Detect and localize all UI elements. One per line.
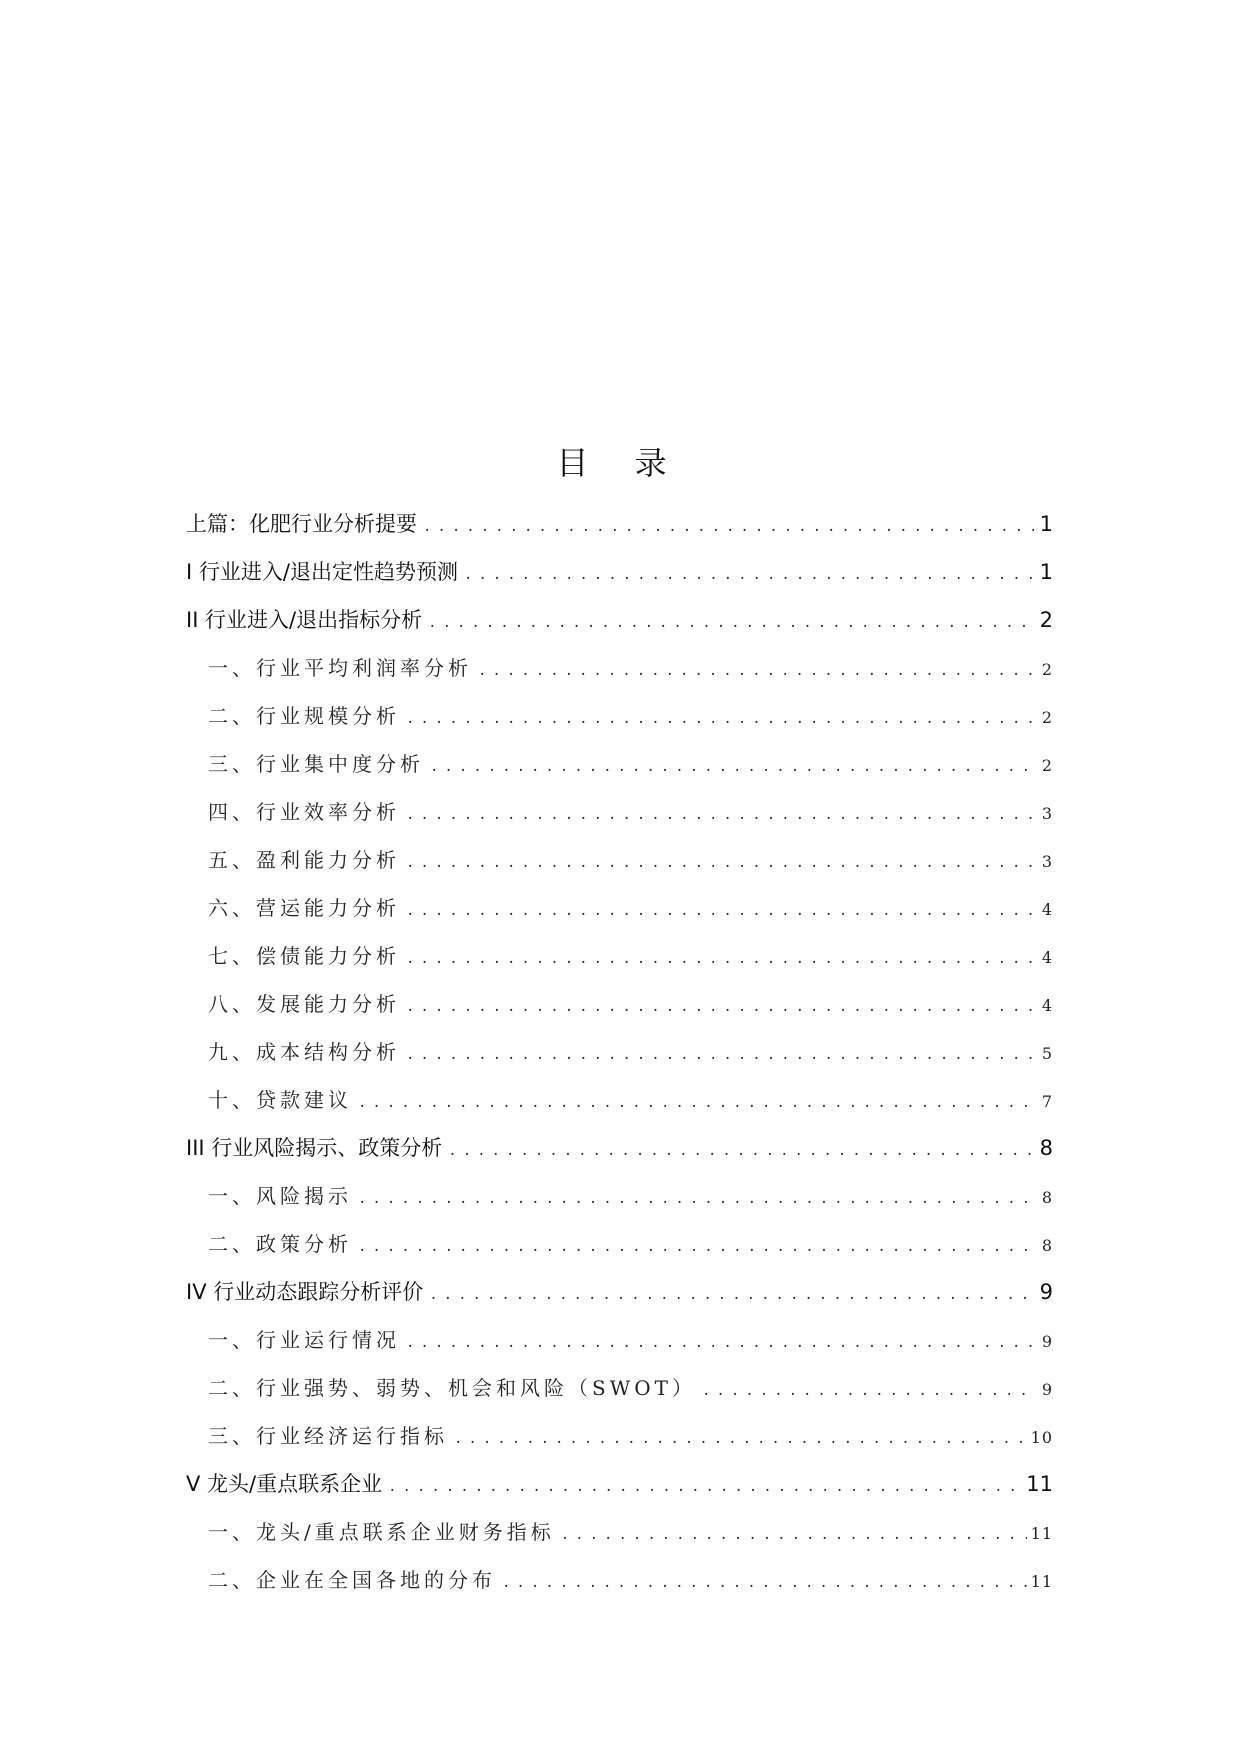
toc-entry[interactable]	[186, 788, 1053, 836]
toc-page-number: 10	[1030, 1428, 1053, 1447]
toc-page-number: 9	[1039, 1280, 1053, 1304]
toc-entry-label: 二、企业在全国各地的分布	[208, 1568, 496, 1592]
toc-page-number: 1	[1039, 560, 1053, 584]
toc-entry-label: 八、发展能力分析	[208, 992, 400, 1016]
table-of-contents	[186, 500, 1053, 1604]
toc-page-number: 9	[1041, 1332, 1053, 1351]
toc-entry[interactable]	[186, 1076, 1053, 1124]
dot-leader	[478, 647, 1037, 695]
dot-leader	[358, 1079, 1037, 1127]
toc-entry[interactable]	[186, 1172, 1053, 1220]
toc-entry-label: 四、行业效率分析	[208, 800, 400, 824]
toc-entry-label: IV 行业动态跟踪分析评价	[186, 1280, 424, 1304]
toc-entry-label: 二、行业强势、弱势、机会和风险（SWOT）	[208, 1376, 696, 1400]
dot-leader	[406, 935, 1037, 983]
toc-page-number: 4	[1041, 996, 1053, 1015]
toc-entry[interactable]	[186, 836, 1053, 884]
toc-entry-label: 一、风险揭示	[208, 1184, 352, 1208]
dot-leader	[464, 551, 1036, 599]
toc-entry[interactable]	[186, 1508, 1053, 1556]
toc-entry[interactable]	[186, 1124, 1053, 1172]
toc-entry[interactable]	[186, 932, 1053, 980]
toc-entry-label: 二、行业规模分析	[208, 704, 400, 728]
dot-leader	[406, 887, 1037, 935]
toc-entry-label: II 行业进入/退出指标分析	[186, 608, 423, 632]
toc-page-number: 11	[1030, 1572, 1053, 1591]
dot-leader	[406, 695, 1037, 743]
toc-entry-label: I 行业进入/退出定性趋势预测	[186, 560, 458, 584]
dot-leader	[358, 1223, 1037, 1271]
toc-entry[interactable]	[186, 1460, 1053, 1508]
dot-leader	[406, 839, 1037, 887]
dot-leader	[388, 1463, 1022, 1511]
toc-page-number: 9	[1041, 1380, 1053, 1399]
toc-page-number: 3	[1041, 852, 1053, 871]
dot-leader	[429, 1271, 1035, 1319]
toc-entry-label: V 龙头/重点联系企业	[186, 1472, 383, 1496]
toc-entry-label: 二、政策分析	[208, 1232, 352, 1256]
toc-page-number: 3	[1041, 804, 1053, 823]
toc-entry[interactable]	[186, 1364, 1053, 1412]
dot-leader	[406, 791, 1037, 839]
toc-entry-label: 三、行业集中度分析	[208, 752, 424, 776]
dot-leader	[406, 1031, 1037, 1079]
dot-leader	[406, 1319, 1037, 1367]
dot-leader	[428, 599, 1035, 647]
toc-page-number: 2	[1041, 756, 1053, 775]
toc-page-number: 11	[1030, 1524, 1053, 1543]
toc-entry[interactable]	[186, 692, 1053, 740]
toc-entry[interactable]	[186, 500, 1053, 548]
toc-entry-label: III 行业风险揭示、政策分析	[186, 1136, 443, 1160]
dot-leader	[358, 1175, 1037, 1223]
dot-leader	[406, 983, 1037, 1031]
toc-entry[interactable]	[186, 1220, 1053, 1268]
toc-entry[interactable]	[186, 740, 1053, 788]
toc-page-number: 2	[1041, 660, 1053, 679]
toc-entry[interactable]	[186, 1412, 1053, 1460]
toc-entry[interactable]	[186, 1268, 1053, 1316]
toc-entry[interactable]	[186, 1028, 1053, 1076]
toc-entry[interactable]	[186, 1316, 1053, 1364]
toc-entry-label: 上篇：化肥行业分析提要	[186, 512, 417, 536]
toc-entry-label: 一、行业运行情况	[208, 1328, 400, 1352]
dot-leader	[430, 743, 1037, 791]
toc-entry[interactable]	[186, 884, 1053, 932]
dot-leader	[702, 1367, 1037, 1415]
toc-page-number: 8	[1041, 1188, 1053, 1207]
toc-entry-label: 十、贷款建议	[208, 1088, 352, 1112]
dot-leader	[502, 1559, 1027, 1607]
toc-entry-label: 五、盈利能力分析	[208, 848, 400, 872]
toc-page-number: 8	[1039, 1136, 1053, 1160]
toc-page-number: 1	[1039, 512, 1053, 536]
toc-page-number: 8	[1041, 1236, 1053, 1255]
toc-page-number: 2	[1039, 608, 1053, 632]
toc-page-number: 11	[1026, 1472, 1053, 1496]
toc-entry-label: 一、行业平均利润率分析	[208, 656, 472, 680]
toc-entry-label: 七、偿债能力分析	[208, 944, 400, 968]
toc-entry[interactable]	[186, 1556, 1053, 1604]
toc-page-number: 7	[1041, 1092, 1053, 1111]
dot-leader	[561, 1511, 1027, 1559]
dot-leader	[454, 1415, 1027, 1463]
toc-entry[interactable]	[186, 596, 1053, 644]
toc-entry-label: 三、行业经济运行指标	[208, 1424, 448, 1448]
toc-entry-label: 一、龙头/重点联系企业财务指标	[208, 1520, 555, 1544]
toc-title: 目 录	[556, 444, 685, 482]
toc-page-number: 2	[1041, 708, 1053, 727]
dot-leader	[423, 503, 1036, 551]
toc-page-number: 4	[1041, 948, 1053, 967]
toc-page-number: 4	[1041, 900, 1053, 919]
toc-entry-label: 六、营运能力分析	[208, 896, 400, 920]
toc-entry[interactable]	[186, 644, 1053, 692]
toc-entry[interactable]	[186, 980, 1053, 1028]
dot-leader	[448, 1127, 1035, 1175]
toc-page-number: 5	[1041, 1044, 1053, 1063]
toc-entry[interactable]	[186, 548, 1053, 596]
toc-entry-label: 九、成本结构分析	[208, 1040, 400, 1064]
